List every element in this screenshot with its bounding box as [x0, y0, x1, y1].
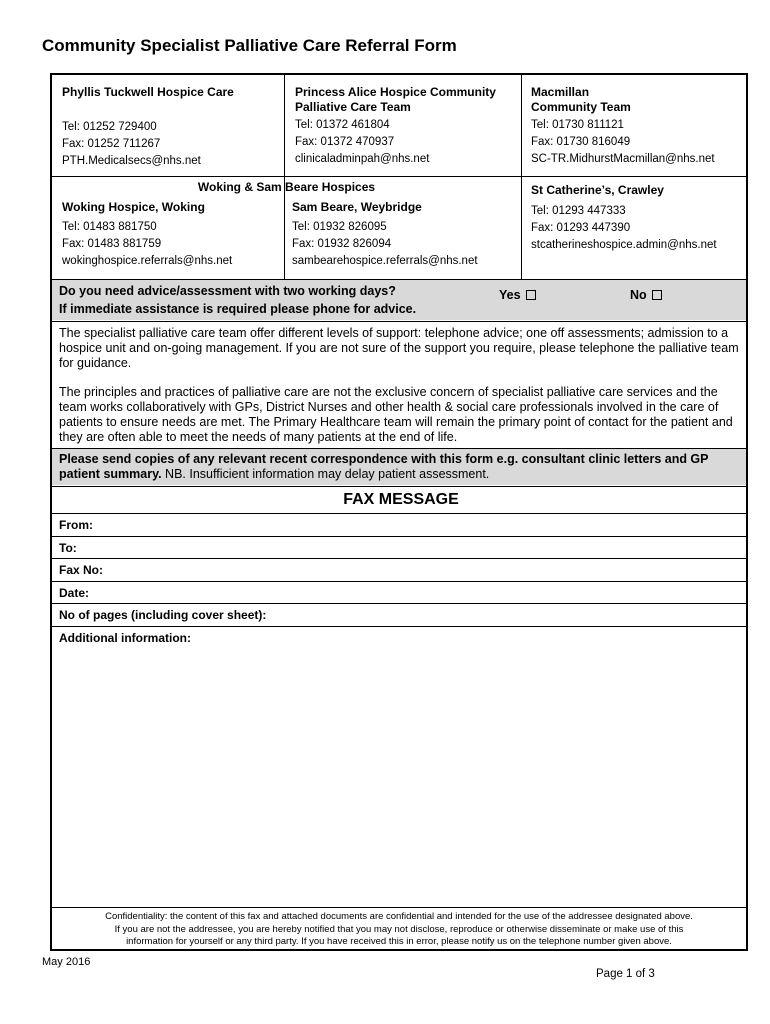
org-name: St Catherine’s, Crawley [531, 183, 664, 197]
contact-details [292, 219, 478, 270]
yes-option[interactable] [499, 286, 536, 304]
divider [52, 536, 746, 537]
confidentiality-line: Confidentiality: the content of this fax and attached documents are confidential and intended for the use of the addressee designated above. [105, 911, 693, 922]
notice-bold: Please send copies of any relevant recent correspondence with this form e.g. consultant clinic letters and GP patient summary. [59, 452, 709, 481]
divider [52, 581, 746, 582]
divider [52, 626, 746, 627]
tel-number: Tel: 01293 447333 [531, 205, 626, 217]
contact-woking [62, 200, 205, 215]
org-name: Phyllis Tuckwell Hospice Care [62, 85, 234, 99]
woking-sam-beare-heading: Woking & Sam Beare Hospices [197, 180, 376, 194]
confidentiality-line: information for yourself or any third party. If you have received this in error, please notify us on the telephone number given above. [126, 936, 672, 947]
email-address[interactable]: wokinghospice.referrals@nhs.net [62, 255, 233, 267]
contact-st-catherines [531, 183, 664, 198]
fax-number: Fax: 01932 826094 [292, 238, 392, 250]
org-name: Palliative Care Team [295, 100, 411, 114]
contact-princess-alice [295, 85, 517, 115]
footer-date: May 2016 [42, 956, 91, 968]
email-address[interactable]: SC-TR.MidhurstMacmillan@nhs.net [531, 153, 715, 165]
org-name: Sam Beare, Weybridge [292, 200, 422, 214]
question-line: Do you need advice/assessment with two working days? [59, 284, 396, 298]
contact-details [531, 117, 715, 168]
contact-sam-beare [292, 200, 422, 215]
org-name: Community Team [531, 100, 631, 114]
contact-details [62, 219, 232, 270]
divider [284, 75, 285, 279]
tel-number: Tel: 01372 461804 [295, 119, 390, 131]
email-address[interactable]: stcatherineshospice.admin@nhs.net [531, 239, 717, 251]
org-name: Princess Alice Hospice Community [295, 85, 496, 99]
correspondence-notice [59, 452, 747, 482]
divider [521, 75, 522, 279]
page-number: Page 1 of 3 [596, 968, 655, 980]
info-paragraph-2: The principles and practices of palliative care are not the exclusive concern of specialist palliative care services and the team works collaboratively with GPs, District Nurses and other health & social care professionals involved in the care of patients to ensure needs are met. The Primary Healthcare team will remain the primary point of contact for the patient and they are often able to meet the needs of many patients at the end of life. [59, 385, 733, 444]
no-label: No [630, 288, 647, 302]
divider [52, 486, 746, 487]
fax-message-title: FAX MESSAGE [343, 491, 459, 508]
org-name: Woking Hospice, Woking [62, 200, 205, 214]
advice-question [59, 282, 416, 318]
fax-number: Fax: 01372 470937 [295, 136, 395, 148]
from-label: From: [59, 518, 93, 532]
divider [52, 603, 746, 604]
divider [52, 321, 746, 322]
date-label: Date: [59, 586, 90, 600]
question-line: If immediate assistance is required please phone for advice. [59, 302, 417, 316]
fax-number: Fax: 01730 816049 [531, 136, 631, 148]
confidentiality-notice [52, 911, 746, 949]
no-option[interactable] [630, 286, 662, 304]
fax-number: Fax: 01483 881759 [62, 238, 162, 250]
contact-details [295, 117, 429, 168]
email-address[interactable]: clinicaladminpah@nhs.net [295, 153, 430, 165]
pages-label: No of pages (including cover sheet): [59, 608, 267, 622]
fax-number: Fax: 01252 711267 [62, 138, 161, 150]
to-label: To: [59, 541, 77, 555]
divider [52, 513, 746, 514]
email-address[interactable]: PTH.Medicalsecs@nhs.net [62, 155, 201, 167]
contact-details [62, 119, 201, 170]
notice-normal: NB. Insufficient information may delay patient assessment. [161, 467, 490, 481]
divider [52, 558, 746, 559]
divider [52, 176, 746, 177]
divider [52, 907, 746, 908]
confidentiality-line: If you are not the addressee, you are hereby notified that you may not disclose, reproduce or otherwise disseminate or make use of this [114, 923, 684, 935]
tel-number: Tel: 01932 826095 [292, 221, 387, 233]
tel-number: Tel: 01730 811121 [531, 119, 624, 131]
tel-number: Tel: 01483 881750 [62, 221, 157, 233]
yes-label: Yes [499, 288, 521, 302]
additional-info-label: Additional information: [59, 631, 191, 645]
info-paragraph-1: The specialist palliative care team offer different levels of support: telephone advice; one off assessments; admission to a hospice unit and on-going management. If you are not sure of the support you require, please telephone the palliative team for guidance. [59, 326, 739, 370]
tel-number: Tel: 01252 729400 [62, 121, 157, 133]
page-title: Community Specialist Palliative Care Referral Form [42, 36, 457, 55]
no-checkbox[interactable] [652, 290, 662, 300]
org-name: Macmillan [531, 85, 590, 99]
contact-macmillan [531, 85, 746, 115]
contact-details [531, 203, 717, 254]
email-address[interactable]: sambearehospice.referrals@nhs.net [292, 255, 478, 267]
fax-no-label: Fax No: [59, 563, 104, 577]
yes-checkbox[interactable] [526, 290, 536, 300]
contact-phyllis-tuckwell [62, 85, 277, 100]
referral-form [50, 73, 748, 951]
fax-number: Fax: 01293 447390 [531, 222, 631, 234]
